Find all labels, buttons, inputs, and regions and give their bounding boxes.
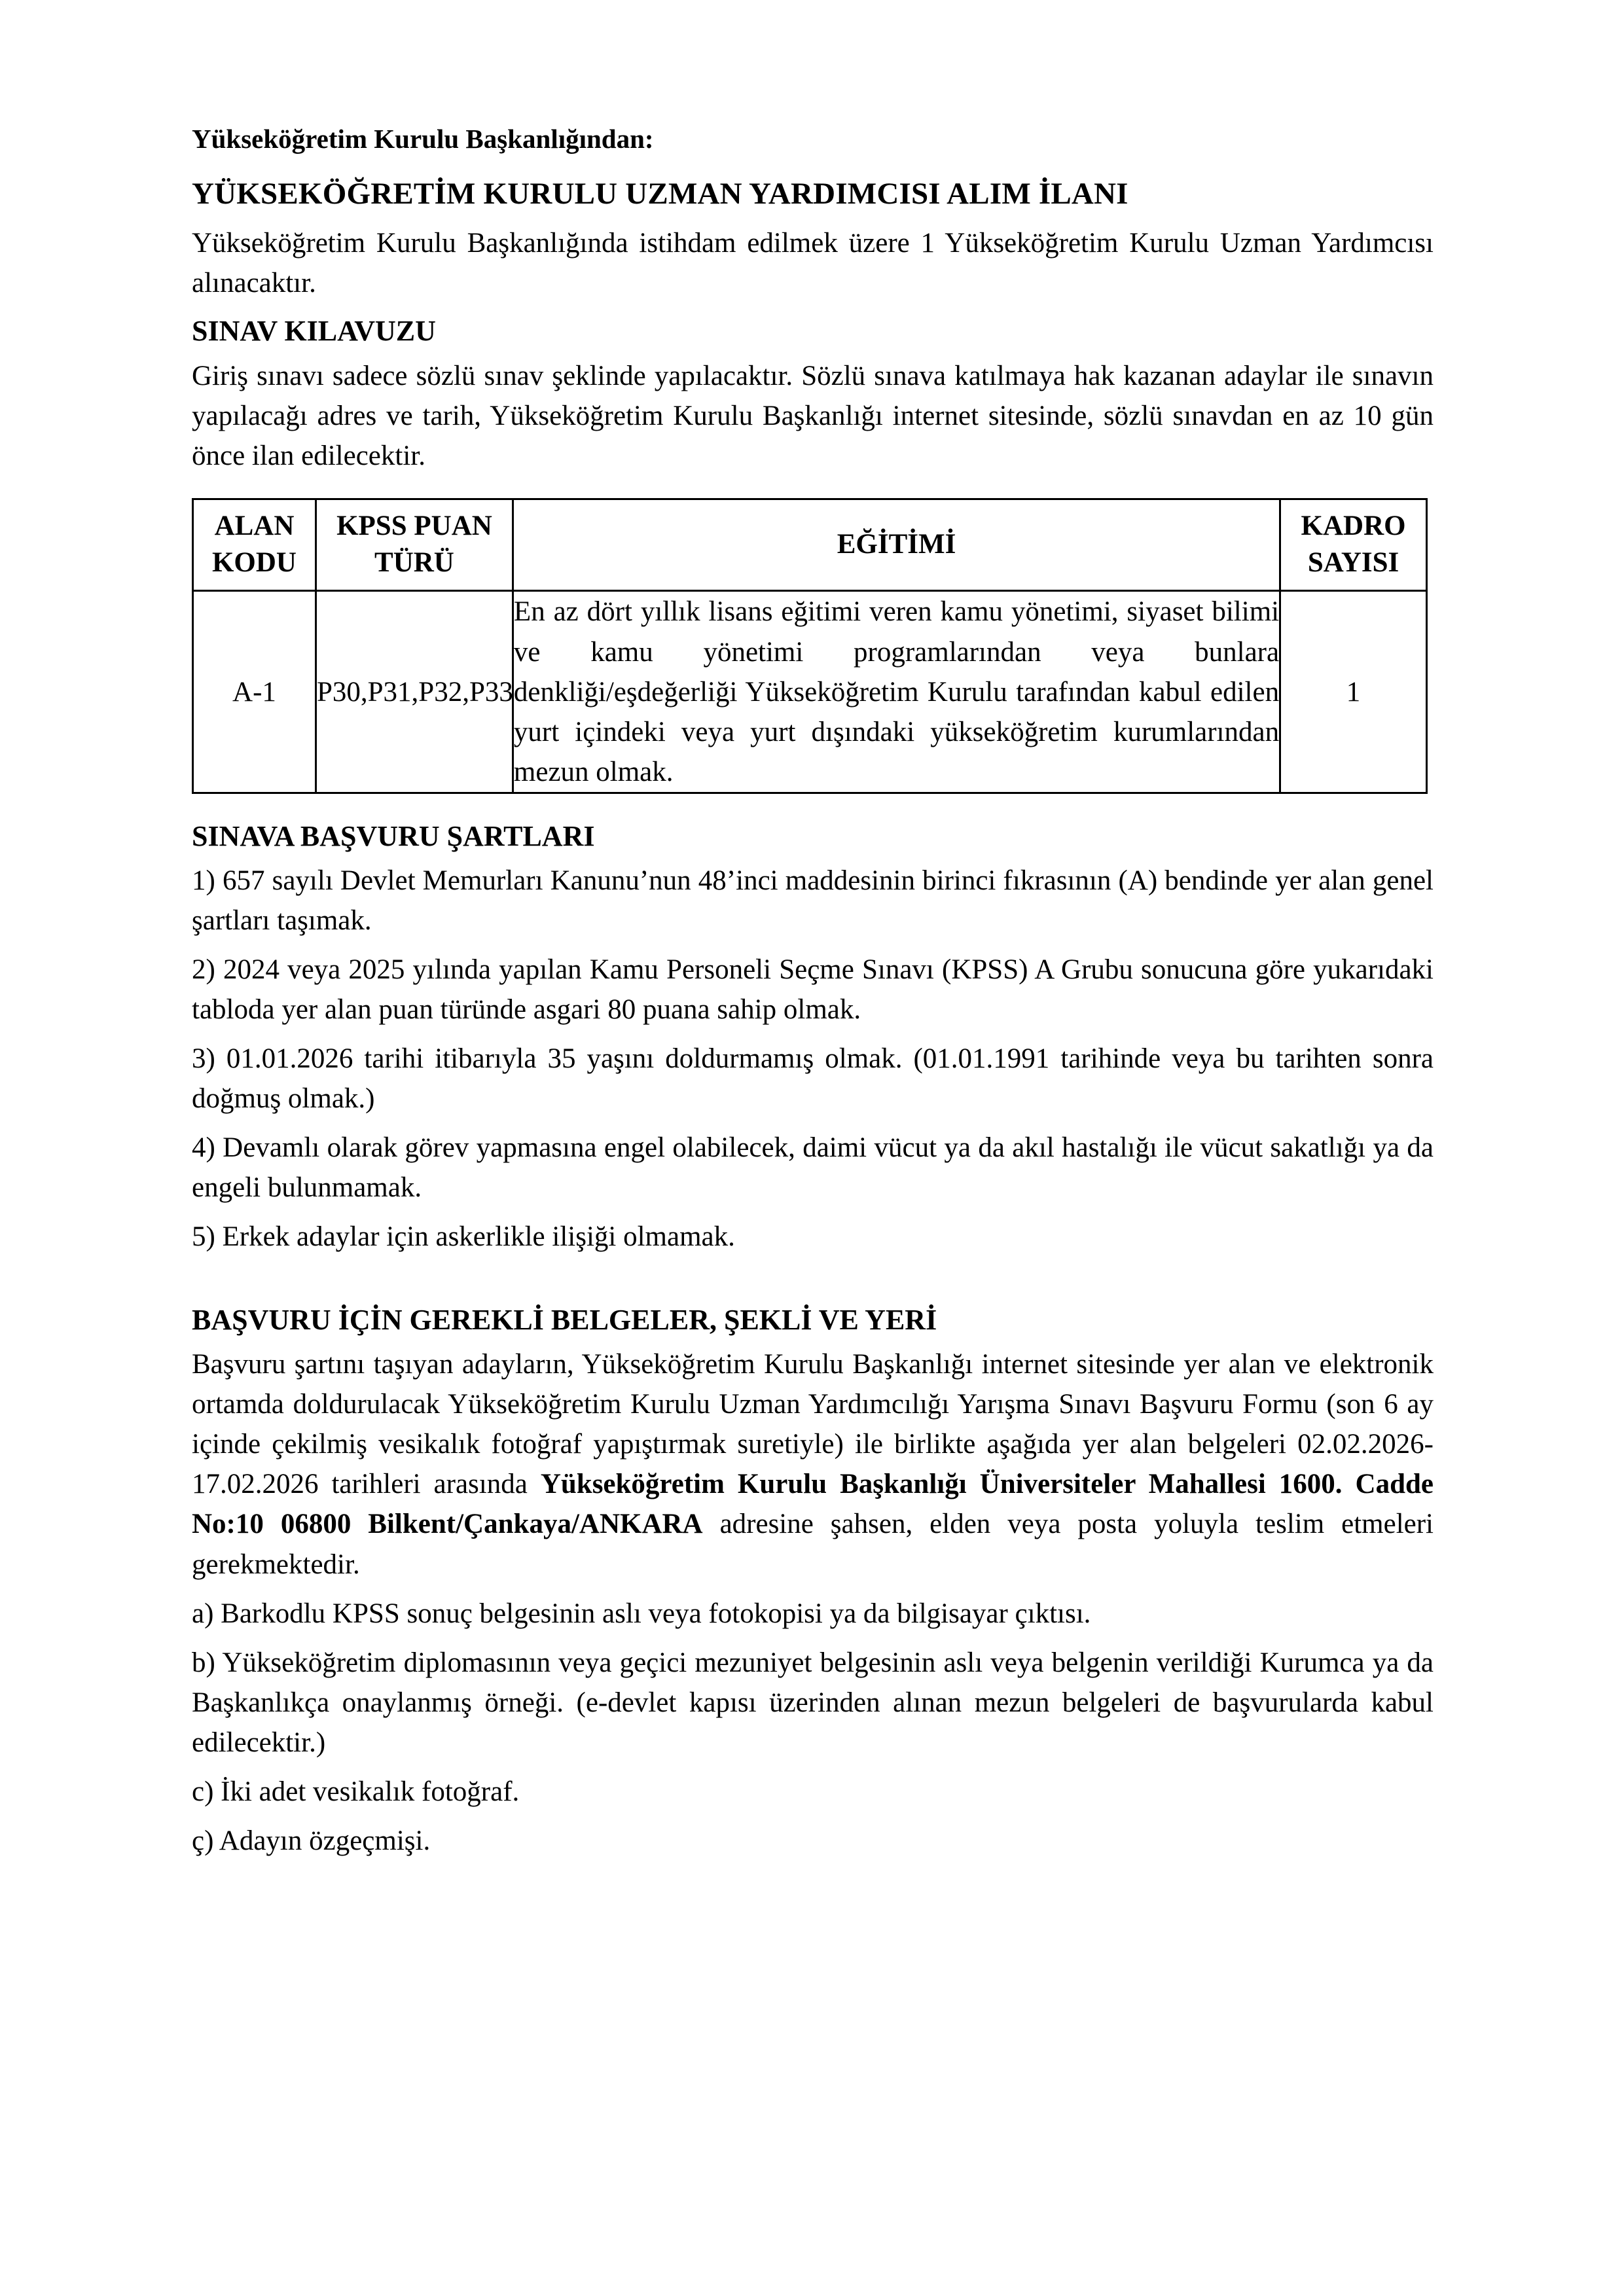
cell-kadro-sayisi: 1 [1280, 591, 1427, 793]
gerekli-belgeler-text-part1: Başvuru şartını taşıyan adayların, Yükseköğretim Kurulu Başkanlığı internet sitesinde yer alan ve elektronik ortamda doldurulacak Yükseköğretim Kurulu Uzman Yardımcılığı Yarışma Sınavı Başvuru Formu (son 6 ay içinde çekilmiş vesikalık fotoğraf yapıştırmak suretiyle) ile birlikte aşağıda yer alan belgeleri 02.02.2026-17.02.2026 tarihleri arasında [192, 1349, 1434, 1500]
alan-kodu-line1: ALAN [214, 510, 295, 541]
basvuru-sarti-item-4: 4) Devamlı olarak görev yapmasına engel olabilecek, daimi vücut ya da akıl hastalığı ile vücut sakatlığı ya da engeli bulunmamak. [192, 1132, 1434, 1204]
basvuru-sarti-item-3: 3) 01.01.2026 tarihi itibarıyla 35 yaşını doldurmamış olmak. (01.01.1991 tarihinde veya bu tarihten sonra doğmuş olmak.) [192, 1043, 1434, 1115]
belge-item-c-cedilla: ç) Adayın özgeçmişi. [192, 1825, 431, 1856]
column-header-kadro-sayisi [1280, 499, 1427, 591]
column-header-egitimi: EĞİTİMİ [513, 499, 1280, 591]
alan-kodu-line2: KODU [211, 547, 297, 578]
basvuru-sarti-item-5: 5) Erkek adaylar için askerlikle ilişiği olmamak. [192, 1221, 735, 1253]
kpss-puan-line1: KPSS PUAN [336, 510, 492, 541]
belge-item-b: b) Yükseköğretim diplomasının veya geçici mezuniyet belgesinin aslı veya belgenin verildiği Kurumca ya da Başkanlıkça onaylanmış örneği. (e-devlet kapısı üzerinden alınan mezun belgeleri de başvurularda kabul edilecektir.) [192, 1647, 1434, 1758]
gerekli-belgeler-text-part2: adresine şahsen, elden veya posta yoluyla teslim etmeleri gerekmektedir. [192, 1509, 1434, 1580]
belge-item-a: a) Barkodlu KPSS sonuç belgesinin aslı veya fotokopisi ya da bilgisayar çıktısı. [192, 1598, 1091, 1629]
section-heading-gerekli-belgeler: BAŞVURU İÇİN GEREKLİ BELGELER, ŞEKLİ VE YERİ [192, 1304, 937, 1336]
egitimi-text: En az dört yıllık lisans eğitimi veren kamu yönetimi, siyaset bilimi ve kamu yönetimi programlarından veya bunlara denkliği/eşdeğerliği Yükseköğretim Kurulu tarafından kabul edilen yurt içindeki veya yurt dışındaki yükseköğretim kurumlarından mezun olmak. [513, 596, 1280, 787]
kadro-table [192, 498, 1428, 794]
table-header-row [193, 499, 1427, 591]
basvuru-sarti-item-2: 2) 2024 veya 2025 yılında yapılan Kamu Personeli Seçme Sınavı (KPSS) A Grubu sonucuna göre yukarıdaki tabloda yer alan puan türünde asgari 80 puana sahip olmak. [192, 954, 1434, 1025]
sinav-kilavuzu-paragraph: Giriş sınavı sadece sözlü sınav şeklinde yapılacaktır. Sözlü sınava katılmaya hak kazanan adaylar ile sınavın yapılacağı adres ve tarih, Yükseköğretim Kurulu Başkanlığı internet sitesinde, sözlü sınavdan en az 10 gün önce ilan edilecektir. [192, 360, 1434, 471]
kadro-table-wrapper [192, 498, 1434, 794]
section-heading-basvuru-sartlari: SINAVA BAŞVURU ŞARTLARI [192, 819, 595, 852]
cell-alan-kodu: A-1 [193, 591, 316, 793]
kpss-puan-line2: TÜRÜ [374, 547, 454, 578]
gerekli-belgeler-paragraph [192, 1344, 1434, 1584]
intro-paragraph: Yükseköğretim Kurulu Başkanlığında istihdam edilmek üzere 1 Yükseköğretim Kurulu Uzman Yardımcısı alınacaktır. [192, 228, 1434, 299]
issuer-line: Yükseköğretim Kurulu Başkanlığından: [192, 124, 654, 154]
section-spacer [192, 1266, 1434, 1292]
document-content [192, 122, 1434, 1861]
column-header-kpss-puan-turu [316, 499, 513, 591]
section-heading-sinav-kilavuzu: SINAV KILAVUZU [192, 315, 436, 348]
cell-kpss-puan-turu: P30,P31,P32,P33 [316, 591, 513, 793]
kadro-sayisi-line2: SAYISI [1307, 547, 1399, 578]
basvuru-sarti-item-1: 1) 657 sayılı Devlet Memurları Kanunu’nun 48’inci maddesinin birinci fıkrasının (A) bendinde yer alan genel şartları taşımak. [192, 865, 1434, 936]
column-header-alan-kodu [193, 499, 316, 591]
kadro-sayisi-line1: KADRO [1301, 510, 1406, 541]
belge-item-c: c) İki adet vesikalık fotoğraf. [192, 1776, 520, 1807]
page-title: YÜKSEKÖĞRETİM KURULU UZMAN YARDIMCISI ALIM İLANI [192, 177, 1128, 211]
table-row [193, 591, 1427, 793]
basvuru-adresi: Yükseköğretim Kurulu Başkanlığı Üniversiteler Mahallesi 1600. Cadde No:10 06800 Bilkent/Çankaya/ANKARA [192, 1469, 1434, 1540]
cell-egitimi [513, 591, 1280, 793]
